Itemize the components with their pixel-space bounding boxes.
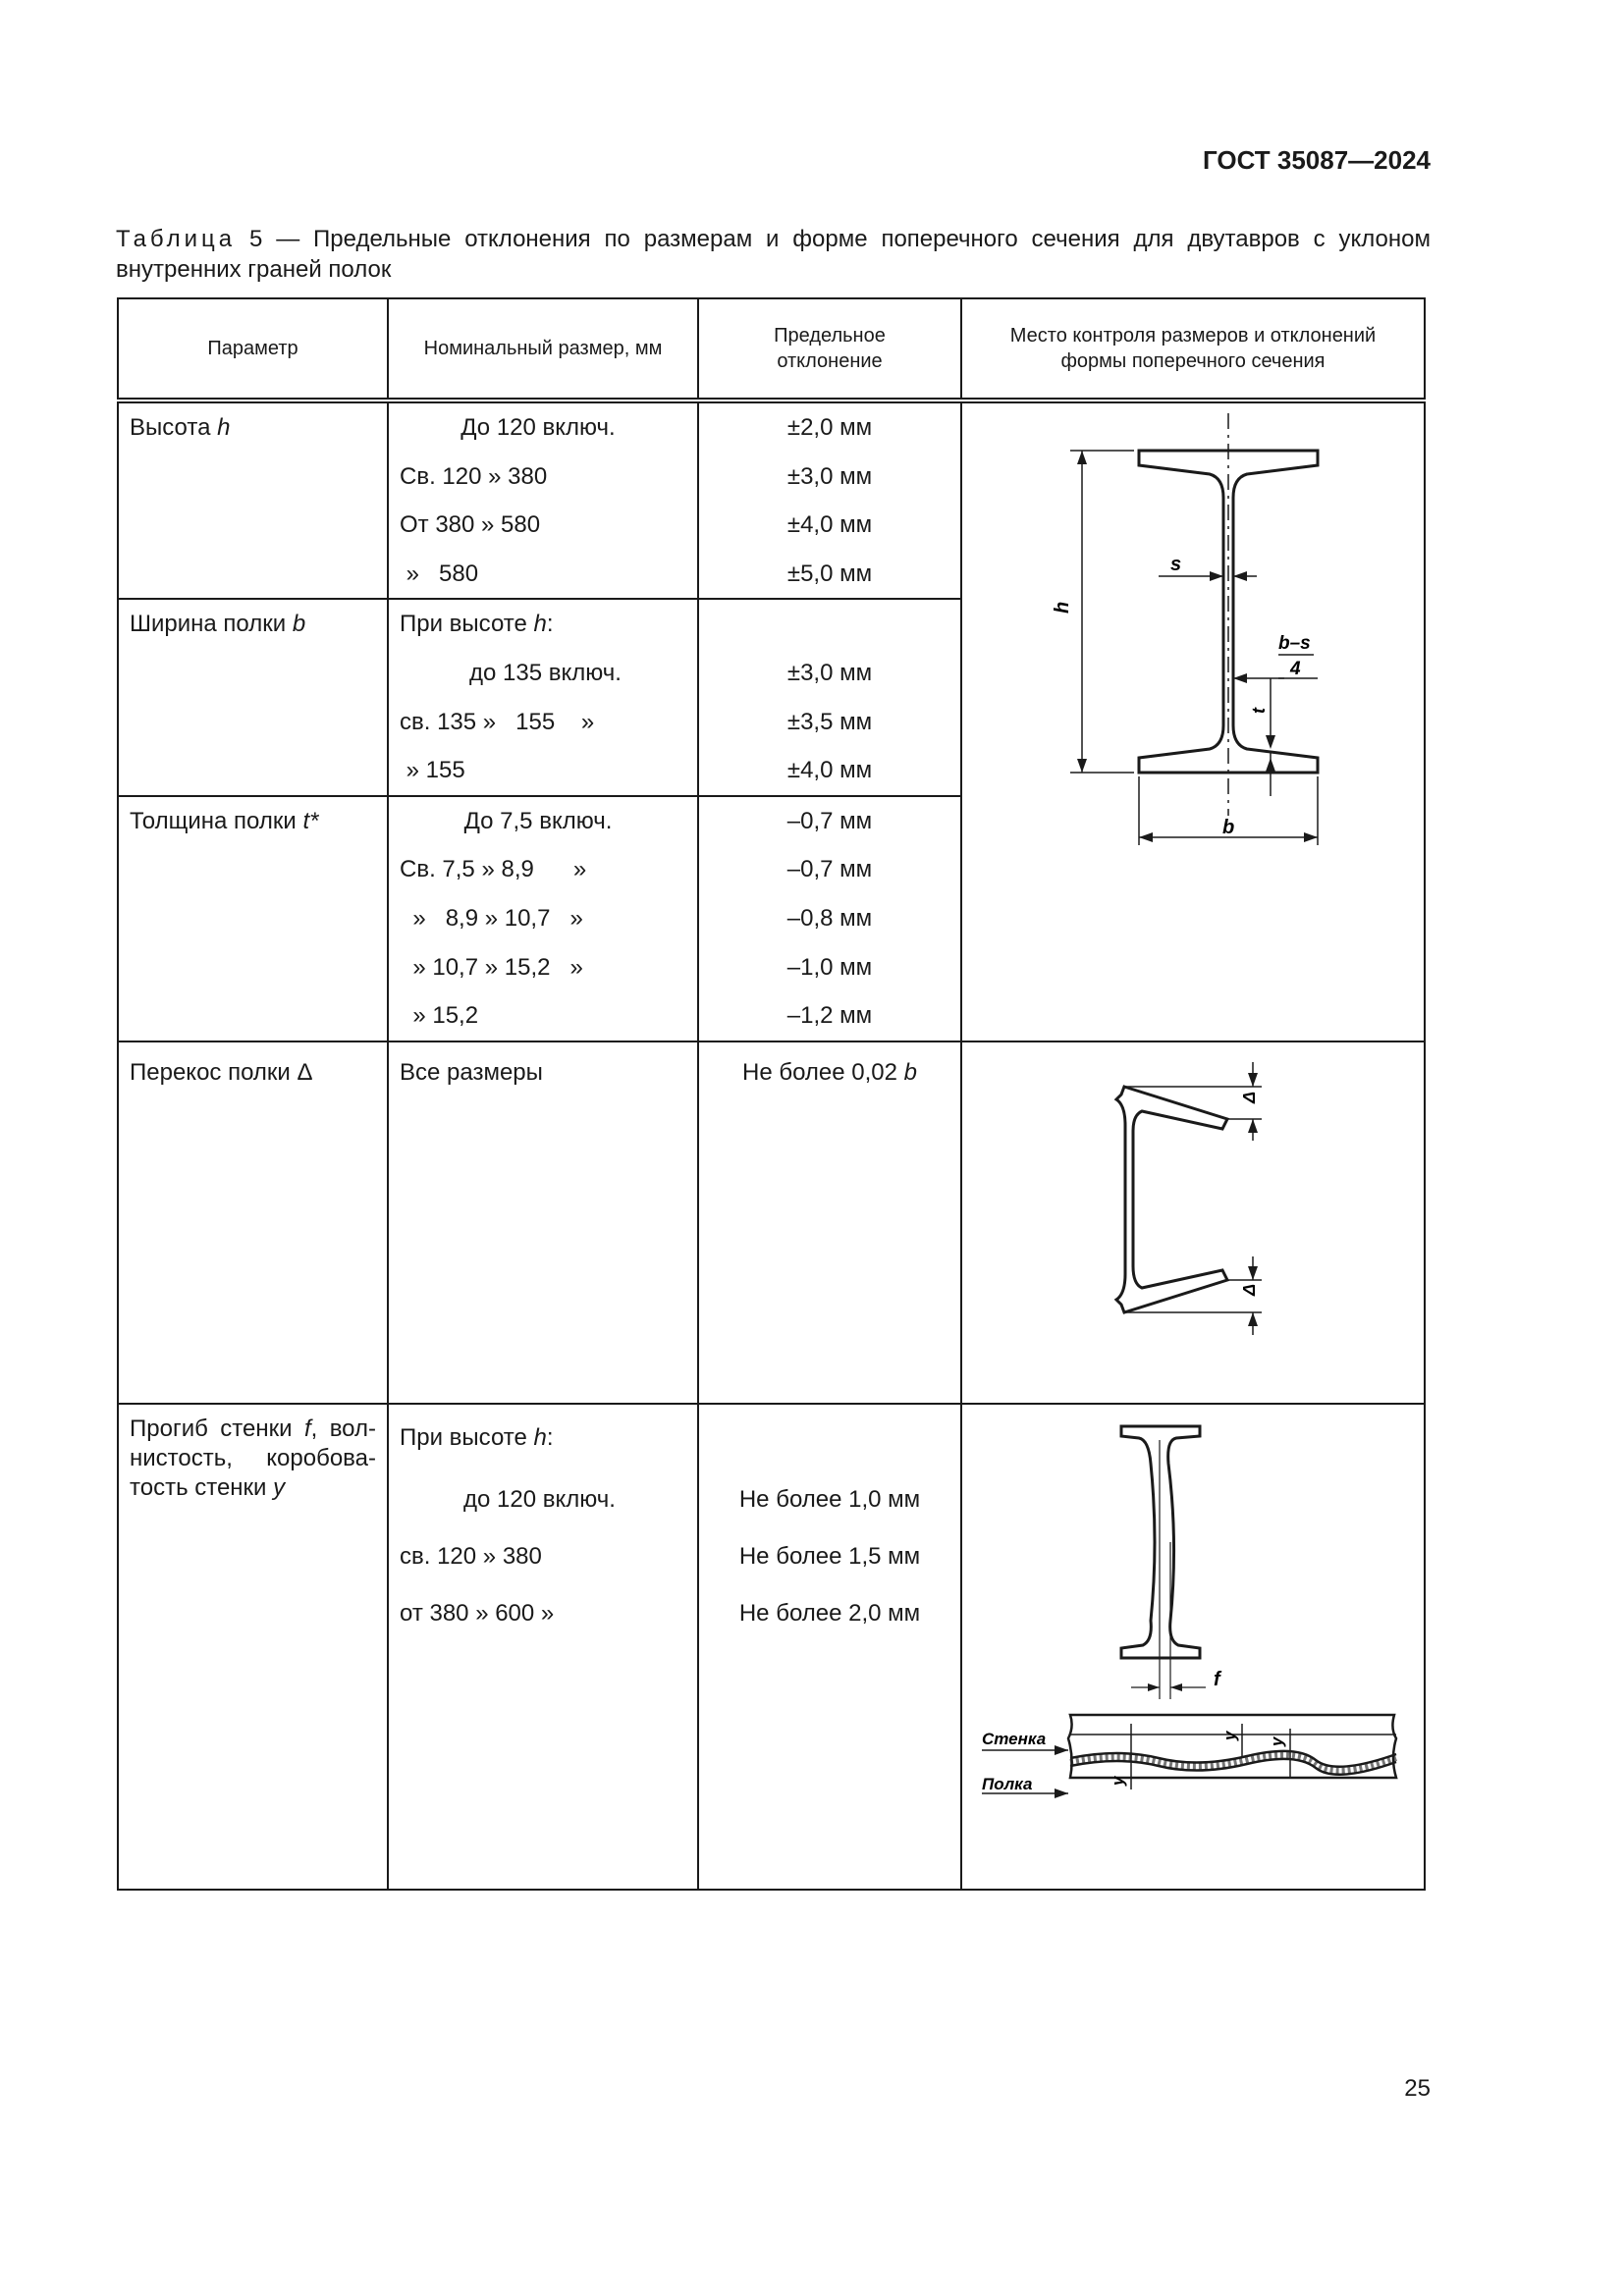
label-frac-den: 4 [1290, 659, 1301, 679]
ibeam-dimensions-diagram [961, 400, 1425, 1041]
tol-line: Не более 1,0 мм [738, 1485, 921, 1513]
tol-line: ±4,0 мм [786, 511, 873, 539]
param-height-label: Высота h [130, 414, 231, 441]
flange-skew-diagram [961, 1041, 1425, 1404]
tol-line: ±4,0 мм [786, 757, 873, 784]
tol-line: –0,7 мм [786, 807, 873, 834]
sizes-height [388, 400, 698, 599]
label-y-3: y [1268, 1736, 1286, 1746]
param-height [118, 400, 388, 599]
size-line: » 580 [400, 560, 479, 587]
tol-line-empty [699, 600, 960, 649]
label-t: t [1249, 708, 1269, 714]
label-b: b [1222, 817, 1235, 838]
label-f: f [1214, 1668, 1220, 1690]
size-skew [388, 1041, 698, 1404]
sizes-thickness [388, 796, 698, 1041]
size-line: » 8,9 » 10,7 » [400, 904, 583, 932]
page-number: 25 [1404, 2075, 1431, 2102]
size-line: » 15,2 [400, 1002, 479, 1030]
tol-line: ±3,5 мм [786, 708, 873, 735]
tol-line: ±3,0 мм [786, 659, 873, 686]
tol-thickness [698, 796, 961, 1041]
flange-skew-drawing [962, 1042, 1426, 1396]
header-tolerance: Предельное отклонение [698, 298, 961, 400]
caption-label: Таблица [116, 226, 237, 252]
size-line: св. 135 » 155 » [400, 708, 595, 735]
caption-number: 5 [248, 226, 263, 252]
web-deflection-drawing [962, 1405, 1426, 1882]
label-delta-top: Δ [1239, 1091, 1259, 1103]
param-width [118, 599, 388, 795]
label-s: s [1170, 554, 1182, 575]
header-nominal-size: Номинальный размер, мм [388, 298, 698, 400]
table-caption [116, 224, 1431, 254]
tol-line: –1,0 мм [786, 953, 873, 981]
tol-line-empty [699, 1405, 960, 1471]
caption-text: — Предельные отклонения по размерам и форме поперечного сечения для двутавров с уклоном [276, 226, 1432, 252]
tol-line: Не более 1,5 мм [738, 1542, 921, 1570]
label-y-2: y [1220, 1731, 1239, 1740]
sizes-deflection [388, 1404, 698, 1890]
standard-number: ГОСТ 35087—2024 [1203, 145, 1431, 175]
param-deflection-label: Прогиб стенки f, волнистость, коробоватость стенки y [130, 1415, 377, 1501]
param-thickness-label: Толщина полки t* [130, 807, 319, 834]
tol-line: ±2,0 мм [786, 414, 873, 441]
size-line: До 120 включ. [460, 414, 616, 441]
label-flange: Полка [982, 1774, 1033, 1793]
row-height [118, 400, 1425, 599]
param-skew [118, 1041, 388, 1404]
web-deflection-diagram [961, 1404, 1425, 1890]
size-line: » 155 [400, 757, 465, 784]
table-caption-cont: внутренних граней полок [116, 256, 392, 283]
size-line: до 120 включ. [463, 1485, 616, 1513]
tol-line: Не более 2,0 мм [738, 1599, 921, 1627]
header-parameter: Параметр [118, 298, 388, 400]
size-line: Св. 7,5 » 8,9 » [400, 856, 587, 883]
tolerance-table [117, 297, 1426, 1891]
size-line: до 135 включ. [469, 659, 622, 686]
tol-deflection [698, 1404, 961, 1890]
size-line-head: При высоте h: [400, 1423, 554, 1451]
param-skew-label: Перекос полки Δ [130, 1058, 313, 1086]
ibeam-section-drawing [962, 403, 1426, 1032]
row-deflection [118, 1404, 1425, 1890]
tol-line: –0,7 мм [786, 856, 873, 883]
label-delta-bottom: Δ [1239, 1283, 1259, 1296]
size-line: Св. 120 » 380 [400, 462, 548, 490]
size-line: Все размеры [400, 1058, 543, 1086]
size-line: св. 120 » 380 [400, 1542, 542, 1570]
tol-line: Не более 0,02 b [741, 1058, 918, 1086]
label-y-1: y [1109, 1776, 1127, 1786]
tol-height [698, 400, 961, 599]
tol-line: ±5,0 мм [786, 560, 873, 587]
param-width-label: Ширина полки b [130, 611, 306, 638]
size-line: От 380 » 580 [400, 511, 541, 539]
size-line-head: При высоте h: [400, 611, 554, 638]
size-line: » 10,7 » 15,2 » [400, 953, 583, 981]
row-skew [118, 1041, 1425, 1404]
tol-skew [698, 1041, 961, 1404]
param-deflection [118, 1404, 388, 1890]
header-control-location: Место контроля размеров и отклонений формы поперечного сечения [961, 298, 1425, 400]
label-h: h [1052, 601, 1073, 614]
size-line: от 380 » 600 » [400, 1599, 555, 1627]
size-line: До 7,5 включ. [463, 807, 613, 834]
tol-width [698, 599, 961, 795]
tol-line: ±3,0 мм [786, 462, 873, 490]
label-web: Стенка [982, 1729, 1047, 1748]
header-row [118, 298, 1425, 400]
tol-line: –0,8 мм [786, 904, 873, 932]
tol-line: –1,2 мм [786, 1002, 873, 1030]
sizes-width [388, 599, 698, 795]
label-frac-num: b–s [1278, 633, 1311, 654]
param-thickness [118, 796, 388, 1041]
